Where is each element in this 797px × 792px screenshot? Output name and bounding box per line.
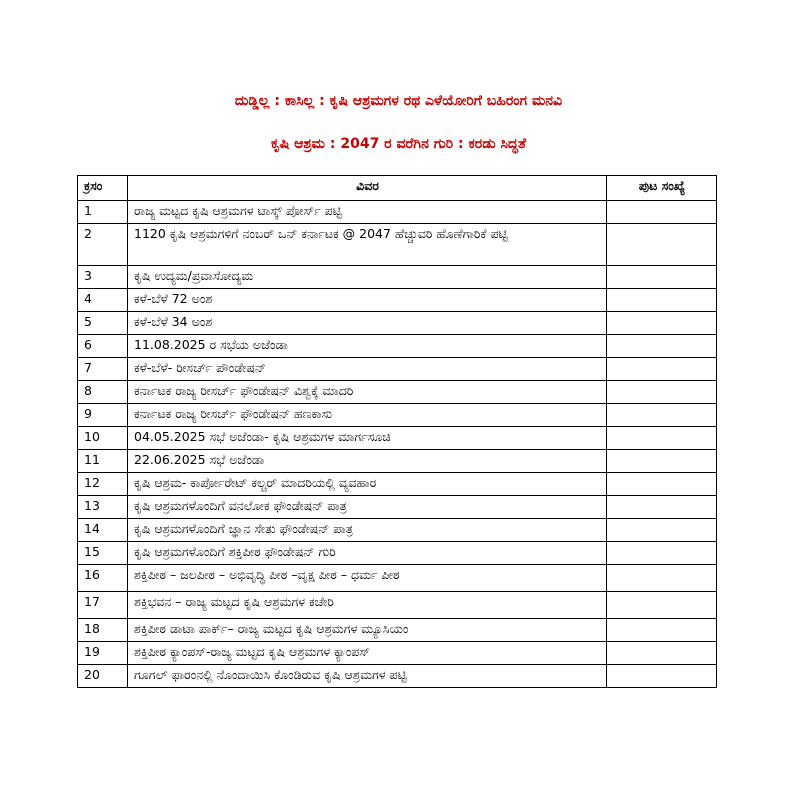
cell-page-number [607,665,717,688]
cell-page-number [607,542,717,565]
cell-serial: 12 [78,473,128,496]
cell-page-number [607,519,717,542]
cell-serial: 4 [78,289,128,312]
cell-detail: ಕೃಷಿ ಆಶ್ರಮಗಳೊಂದಿಗೆ ಶಕ್ತಿಪೀಠ ಫೌಂಡೇಷನ್ ಗುರಿ [128,542,607,565]
cell-detail: ಕೃಷಿ ಆಶ್ರಮಗಳೊಂದಿಗೆ ವನಲೋಕ ಫೌಂಡೇಷನ್ ಪಾತ್ರ [128,496,607,519]
table-row [78,312,717,335]
header-serial: ಕ್ರಸಂ [78,176,128,201]
document-title: ದುಡ್ಡಿಲ್ಲ : ಕಾಸಿಲ್ಲ : ಕೃಷಿ ಆಶ್ರಮಗಳ ರಥ ಎಳೆಯೋರಿಗೆ ಬಹಿರಂಗ ಮನವಿ [234,93,563,109]
cell-detail: ಕೃಷಿ ಆಶ್ರಮ- ಕಾರ್ಪೋರೇಟ್ ಕಲ್ಚರ್ ಮಾದರಿಯಲ್ಲಿ ವ್ಯವಹಾರ [128,473,607,496]
cell-serial: 13 [78,496,128,519]
cell-page-number [607,496,717,519]
cell-detail: ಕರ್ನಾಟಕ ರಾಜ್ಯ ರೀಸರ್ಚ್ ಫೌಂಡೇಷನ್ ಹಣಕಾಸು [128,404,607,427]
cell-detail: ಕಳೆ-ಬೆಳೆ 72 ಅಂಶ [128,289,607,312]
cell-serial: 9 [78,404,128,427]
table-row [78,665,717,688]
table-row [78,201,717,224]
cell-detail: 1120 ಕೃಷಿ ಆಶ್ರಮಗಳಿಗೆ ನಂಬರ್ ಒನ್ ಕರ್ನಾಟಕ @ 2047 ಹೆಚ್ಚುವರಿ ಹೊಣೆಗಾರಿಕೆ ಪಟ್ಟಿ [128,224,607,266]
cell-detail: 22.06.2025 ಸಭೆ ಅಜೆಂಡಾ [128,450,607,473]
cell-serial: 20 [78,665,128,688]
cell-page-number [607,381,717,404]
cell-page-number [607,450,717,473]
cell-serial: 11 [78,450,128,473]
cell-detail: ಗೂಗಲ್ ಫಾರಂನಲ್ಲಿ ನೊಂದಾಯಿಸಿ ಕೊಂಡಿರುವ ಕೃಷಿ ಆಶ್ರಮಗಳ ಪಟ್ಟಿ [128,665,607,688]
cell-serial: 2 [78,224,128,266]
cell-detail: ಶಕ್ತಿಪೀಠ ಡಾಟಾ ಪಾರ್ಕ್– ರಾಜ್ಯ ಮಟ್ಟದ ಕೃಷಿ ಆಶ್ರಮಗಳ ಮ್ಯೂಸಿಯಂ [128,619,607,642]
cell-page-number [607,289,717,312]
table-row [78,427,717,450]
cell-detail: 04.05.2025 ಸಭೆ ಅಜೆಂಡಾ- ಕೃಷಿ ಆಶ್ರಮಗಳ ಮಾರ್ಗಸೂಚಿ [128,427,607,450]
cell-page-number [607,592,717,619]
document-subtitle: ಕೃಷಿ ಆಶ್ರಮ : 2047 ರ ವರೆಗಿನ ಗುರಿ : ಕರಡು ಸಿದ್ಧತೆ [270,136,527,152]
cell-detail: ಕೃಷಿ ಆಶ್ರಮಗಳೊಂದಿಗೆ ಜ್ಞಾನ ಸೇತು ಫೌಂಡೇಷನ್ ಪಾತ್ರ [128,519,607,542]
table-row [78,565,717,592]
table-row [78,642,717,665]
header-detail: ವಿವರ [128,176,607,201]
cell-detail: ಕಳೆ-ಬೆಳೆ 34 ಅಂಶ [128,312,607,335]
cell-serial: 15 [78,542,128,565]
cell-detail: ರಾಜ್ಯ ಮಟ್ಟದ ಕೃಷಿ ಆಶ್ರಮಗಳ ಟಾಸ್ಕ್ ಪೋರ್ಸ್ ಪಟ್ಟಿ [128,201,607,224]
header-page-number: ಪುಟ ಸಂಖ್ಯೆ [607,176,717,201]
cell-page-number [607,201,717,224]
contents-table [77,175,717,688]
cell-page-number [607,427,717,450]
cell-serial: 14 [78,519,128,542]
table-row [78,592,717,619]
cell-page-number [607,565,717,592]
cell-serial: 8 [78,381,128,404]
table-row [78,358,717,381]
table-row [78,519,717,542]
table-header-row [78,176,717,201]
table-row [78,496,717,519]
cell-page-number [607,473,717,496]
cell-page-number [607,642,717,665]
table-row [78,473,717,496]
cell-page-number [607,619,717,642]
cell-serial: 3 [78,266,128,289]
cell-detail: 11.08.2025 ರ ಸಭೆಯ ಅಜೆಂಡಾ [128,335,607,358]
table-row [78,224,717,266]
cell-serial: 17 [78,592,128,619]
cell-detail: ಕೃಷಿ ಉದ್ಯಮ/ಪ್ರವಾಸೋದ್ಯಮ [128,266,607,289]
cell-serial: 7 [78,358,128,381]
table-row [78,542,717,565]
table-row [78,266,717,289]
cell-serial: 10 [78,427,128,450]
table-row [78,381,717,404]
cell-page-number [607,358,717,381]
table-row [78,450,717,473]
cell-page-number [607,312,717,335]
table-row [78,335,717,358]
cell-detail: ಶಕ್ತಿಪೀಠ ಕ್ಯಾಂಪಸ್-ರಾಜ್ಯ ಮಟ್ಟದ ಕೃಷಿ ಆಶ್ರಮಗಳ ಕ್ಯಾಂಪಸ್ [128,642,607,665]
table-row [78,619,717,642]
cell-detail: ಶಕ್ತಿಪೀಠ – ಜಲಪೀಠ – ಅಭಿವೃದ್ಧಿ ಪೀಠ –ವೃಕ್ಷ ಪೀಠ – ಧರ್ಮ ಪೀಠ [128,565,607,592]
cell-page-number [607,404,717,427]
cell-detail: ಕಳೆ-ಬೆಳೆ- ರೀಸರ್ಚ್ ಪೌಂಡೇಷನ್ [128,358,607,381]
cell-serial: 1 [78,201,128,224]
cell-serial: 5 [78,312,128,335]
cell-serial: 6 [78,335,128,358]
cell-serial: 18 [78,619,128,642]
cell-serial: 16 [78,565,128,592]
table-row [78,289,717,312]
cell-page-number [607,224,717,266]
cell-serial: 19 [78,642,128,665]
cell-detail: ಶಕ್ತಿಭವನ – ರಾಜ್ಯ ಮಟ್ಟದ ಕೃಷಿ ಆಶ್ರಮಗಳ ಕಚೇರಿ [128,592,607,619]
cell-page-number [607,266,717,289]
cell-page-number [607,335,717,358]
table-row [78,404,717,427]
cell-detail: ಕರ್ನಾಟಕ ರಾಜ್ಯ ರೀಸರ್ಚ್ ಫೌಂಡೇಷನ್ ವಿಶ್ವಕ್ಕೆ ಮಾದರಿ [128,381,607,404]
